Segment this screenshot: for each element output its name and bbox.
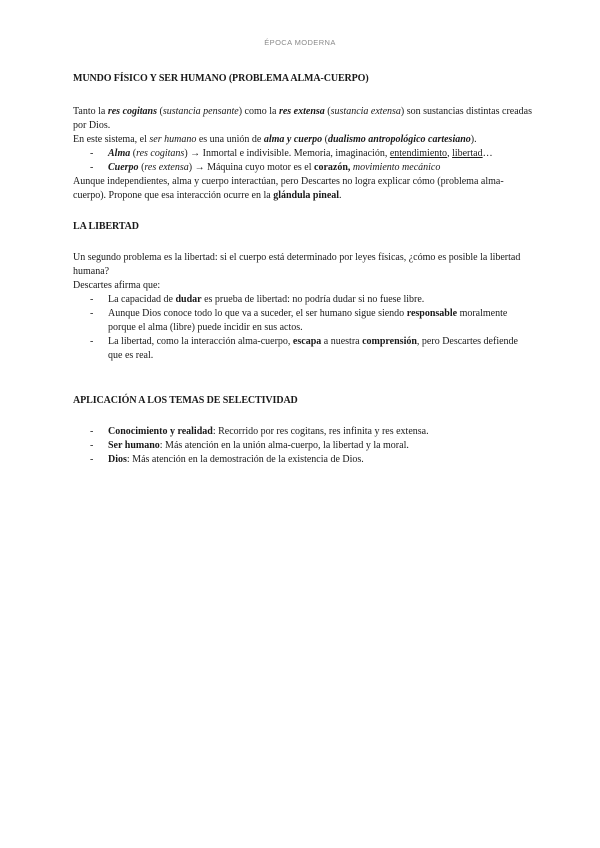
paragraph-interaccion: Aunque independientes, alma y cuerpo interactúan, pero Descartes no logra explicar cómo (problema alma-cuerpo). Propone que esa interacción ocurre en la glándula pineal. <box>73 176 504 201</box>
term-res-cogitans: res cogitans <box>107 106 158 117</box>
list-item-ser-humano: - Ser humano: Más atención en la unión alma-cuerpo, la libertad y la moral. <box>73 439 533 453</box>
list-item-dudar: - La capacidad de dudar es prueba de libertad: no podría dudar si no fuese libre. <box>73 293 533 307</box>
list-item-responsable: - Aunque Dios conoce todo lo que va a suceder, el ser humano sigue siendo responsable moralmente porque el alma (libre) puede incidir en sus actos. <box>73 307 533 335</box>
paragraph-sustancias: Tanto la res cogitans (sustancia pensante) como la res extensa (sustancia extensa) son sustancias distintas creadas por Dios. <box>73 106 532 131</box>
alma-cuerpo-list <box>73 147 533 175</box>
section-title-selectividad: APLICACIÓN A LOS TEMAS DE SELECTIVIDAD <box>73 395 298 406</box>
term-alma-y-cuerpo: alma y cuerpo <box>263 134 323 145</box>
libertad-list <box>73 293 533 363</box>
list-item-escapa: - La libertad, como la interacción alma-cuerpo, escapa a nuestra comprensión, pero Descartes defiende que es real. <box>73 335 533 363</box>
paragraph-problema-libertad: Un segundo problema es la libertad: si el cuerpo está determinado por leyes físicas, ¿cómo es posible la libertad humana? <box>73 252 521 277</box>
section-title-libertad: LA LIBERTAD <box>73 221 139 232</box>
document-body <box>73 72 533 467</box>
term-res-extensa: res extensa <box>278 106 325 117</box>
running-header: ÉPOCA MODERNA <box>264 38 336 47</box>
selectividad-list <box>73 425 533 467</box>
list-item-alma: - Alma (res cogitans) → Inmortal e indivisible. Memoria, imaginación, entendimiento, libertad… <box>73 147 533 161</box>
term-dualismo: dualismo antropológico cartesiano <box>328 134 471 145</box>
term-glandula-pineal: glándula pineal <box>273 190 340 201</box>
list-item-cuerpo: - Cuerpo (res extensa) → Máquina cuyo motor es el corazón, movimiento mecánico <box>73 161 533 175</box>
paragraph-descartes-afirma: Descartes afirma que: <box>73 280 161 291</box>
section-title-mundo-fisico: MUNDO FÍSICO Y SER HUMANO (PROBLEMA ALMA-CUERPO) <box>73 73 369 84</box>
list-item-conocimiento: - Conocimiento y realidad: Recorrido por res cogitans, res infinita y res extensa. <box>73 425 533 439</box>
list-item-dios: - Dios: Más atención en la demostración de la existencia de Dios. <box>73 453 533 467</box>
paragraph-ser-humano: En este sistema, el ser humano es una unión de alma y cuerpo (dualismo antropológico cartesiano). <box>73 134 477 145</box>
